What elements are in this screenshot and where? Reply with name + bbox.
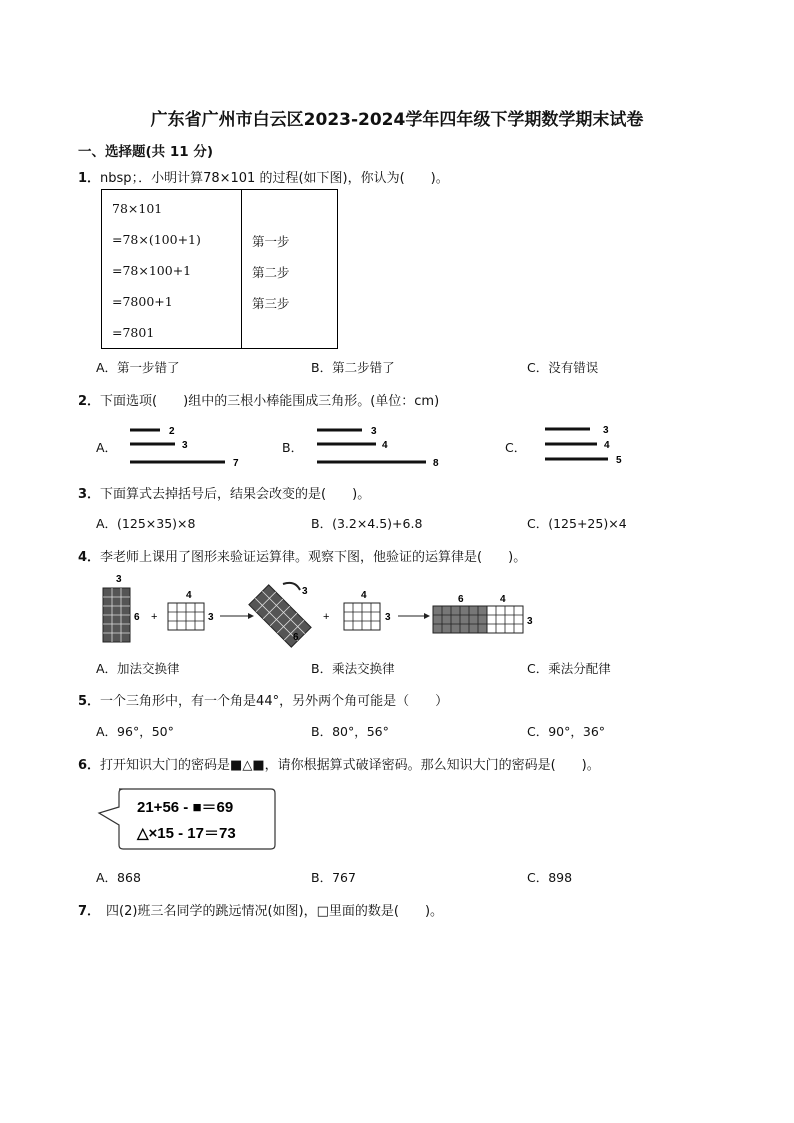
question-text: 李老师上课用了图形来验证运算律。观察下图，他验证的运算律是( )。 — [100, 550, 527, 565]
grid-label: 4 — [500, 594, 506, 605]
step-label: 第二步 — [252, 265, 290, 280]
calc-line: 78×101 — [112, 201, 163, 216]
option-b[interactable]: B．(3.2×4.5)+6.8 — [311, 516, 423, 531]
operation-law-figure — [0, 568, 794, 653]
option-c[interactable]: C．(125+25)×4 — [527, 516, 627, 531]
option-b[interactable]: B．80°，56° — [311, 724, 389, 739]
option-c[interactable]: C．乘法分配律 — [527, 661, 611, 676]
calc-line: =7801 — [112, 325, 155, 340]
calc-line: =78×100+1 — [112, 263, 192, 278]
stick-length: 5 — [616, 455, 622, 466]
option-b[interactable]: B．第二步错了 — [311, 360, 395, 375]
page-title: 广东省广州市白云区2023-2024学年四年级下学期数学期末试卷 — [150, 110, 644, 130]
option-b[interactable]: B． — [282, 440, 304, 455]
stick-length: 8 — [433, 458, 439, 469]
option-c[interactable]: C． — [505, 440, 527, 455]
question-1 — [78, 167, 449, 186]
question-text: nbsp；．小明计算78×101 的过程(如下图)，你认为( )。 — [100, 171, 449, 186]
grid-label: 6 — [134, 612, 140, 623]
stick-length: 3 — [603, 425, 609, 436]
question-6 — [78, 754, 600, 773]
calc-line: =7800+1 — [112, 294, 173, 309]
question-4 — [78, 546, 526, 565]
option-a[interactable]: A． — [96, 440, 118, 455]
question-number: 4． — [78, 550, 101, 565]
section-heading: 一、选择题(共 11 分) — [78, 144, 214, 160]
option-b[interactable]: B．乘法交换律 — [311, 661, 395, 676]
grid-label: 3 — [385, 612, 391, 623]
stick-length: 2 — [169, 426, 175, 437]
question-number: 7． — [78, 904, 101, 919]
equation-line: 21+56 - ■＝69 — [137, 799, 234, 816]
question-text: 四(2)班三名同学的跳远情况(如图)，□里面的数是( )。 — [106, 904, 444, 919]
option-b[interactable]: B．767 — [311, 870, 356, 885]
stick-length: 7 — [233, 458, 239, 469]
option-a[interactable]: A．第一步错了 — [96, 360, 180, 375]
question-text: 下面算式去掉括号后，结果会改变的是( )。 — [100, 487, 371, 502]
question-number: 6． — [78, 758, 101, 773]
stick-length: 3 — [371, 426, 377, 437]
plus-sign: + — [151, 611, 158, 623]
sticks-figure — [0, 415, 794, 475]
stick-length: 4 — [604, 440, 610, 451]
option-a[interactable]: A．加法交换律 — [96, 661, 180, 676]
grid-label: 4 — [186, 590, 192, 601]
grid-label: 3 — [527, 616, 533, 627]
stick-group-b — [317, 426, 439, 469]
grid-label: 3 — [116, 574, 122, 585]
question-text: 一个三角形中，有一个角是44°，另外两个角可能是（ ） — [100, 694, 449, 709]
grid-label: 3 — [208, 612, 214, 623]
equation-line: △×15 - 17＝73 — [137, 825, 236, 842]
step-label: 第三步 — [252, 296, 290, 311]
grid-label: 3 — [302, 586, 308, 597]
arrow-head — [424, 613, 430, 619]
rotation-arrow — [283, 583, 300, 590]
question-number: 2． — [78, 394, 101, 409]
grid-label: 4 — [361, 590, 367, 601]
option-c[interactable]: C．没有错误 — [527, 360, 599, 375]
stick-length: 4 — [382, 440, 388, 451]
speech-bubble — [95, 785, 280, 855]
table-divider — [241, 190, 242, 348]
calc-line: =78×(100+1) — [112, 232, 201, 247]
option-a[interactable]: A．868 — [96, 870, 141, 885]
plus-sign: + — [323, 611, 330, 623]
option-a[interactable]: A．(125×35)×8 — [96, 516, 196, 531]
stick-length: 3 — [182, 440, 188, 451]
option-a[interactable]: A．96°，50° — [96, 724, 174, 739]
option-c[interactable]: C．898 — [527, 870, 573, 885]
question-2 — [78, 390, 439, 409]
question-5 — [78, 690, 448, 709]
question-number: 3． — [78, 487, 101, 502]
question-text: 打开知识大门的密码是■△■，请你根据算式破译密码。那么知识大门的密码是( )。 — [100, 758, 600, 773]
question-number: 1． — [78, 171, 101, 186]
question-number: 5． — [78, 694, 101, 709]
arrow-head — [248, 613, 254, 619]
calculation-table — [101, 189, 338, 349]
question-7 — [78, 900, 443, 919]
grid-label: 6 — [458, 594, 464, 605]
stick-group-a — [130, 426, 239, 469]
grid-label: 6 — [293, 632, 299, 643]
question-text: 下面选项( )组中的三根小棒能围成三角形。(单位：cm) — [100, 394, 440, 409]
stick-group-c — [545, 425, 622, 466]
question-3 — [78, 483, 370, 502]
step-label: 第一步 — [252, 234, 290, 249]
option-c[interactable]: C．90°，36° — [527, 724, 606, 739]
